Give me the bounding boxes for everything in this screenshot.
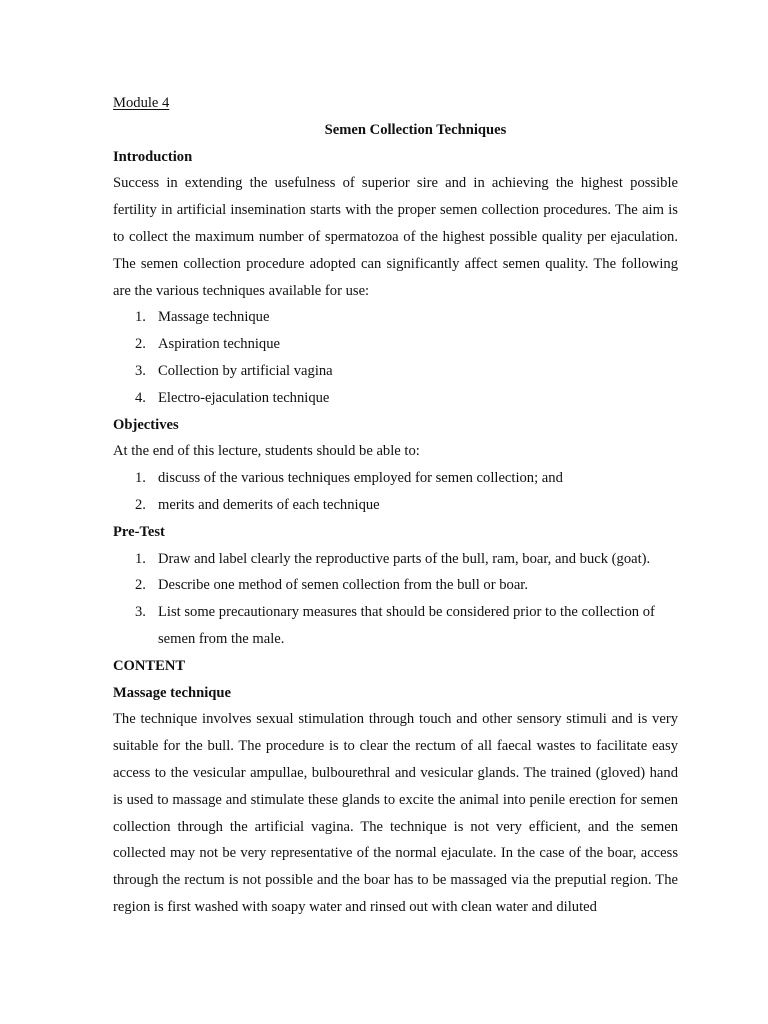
pretest-list [113,546,678,653]
document-page [113,90,678,921]
objectives-list [113,465,678,519]
pretest-heading: Pre-Test [113,523,165,540]
list-item: 1. Draw and label clearly the reproductive parts of the bull, ram, boar, and buck (goat). [135,550,651,567]
list-item: 2. merits and demerits of each technique [135,496,380,513]
list-item: 1. discuss of the various techniques employed for semen collection; and [135,470,563,487]
introduction-paragraph: Success in extending the usefulness of superior sire and in achieving the highest possible fertility in artificial insemination starts with the proper semen collection procedures. The aim is to collect the maximum number of spermatozoa of the highest possible quality per ejaculation. The semen collection procedure adopted can significantly affect semen quality. The following are the various techniques available for use: [113,175,678,299]
module-label: Module 4 [113,95,170,111]
list-item: 4. Electro-ejaculation technique [135,389,330,406]
list-item: 1. Massage technique [135,309,270,326]
massage-technique-paragraph: The technique involves sexual stimulation through touch and other sensory stimuli and is very suitable for the bull. The procedure is to clear the rectum of all faecal wastes to facilitate easy access to the vesicular ampullae, bulbourethral and vesicular glands. The trained (gloved) hand is used to massage and stimulate these glands to excite the animal into penile erection for semen collection through the artificial vagina. The technique is not very efficient, and the semen collected may not be very representative of the normal ejaculate. In the case of the boar, access through the rectum is not possible and the boar has to be massaged via the preputial region. The region is first washed with soapy water and rinsed out with clean water and diluted [113,711,678,915]
objectives-lead: At the end of this lecture, students should be able to: [113,443,420,460]
massage-technique-heading: Massage technique [113,684,231,701]
objectives-heading: Objectives [113,416,179,433]
list-item: 3. Collection by artificial vagina [135,362,333,379]
list-item: 2. Describe one method of semen collection from the bull or boar. [135,577,529,594]
techniques-list [113,304,678,411]
list-item: 3. List some precautionary measures that should be considered prior to the collection of semen from the male. [135,604,655,647]
introduction-heading: Introduction [113,148,193,165]
content-heading: CONTENT [113,657,186,674]
list-item: 2. Aspiration technique [135,336,280,353]
document-title: Semen Collection Techniques [324,121,507,138]
